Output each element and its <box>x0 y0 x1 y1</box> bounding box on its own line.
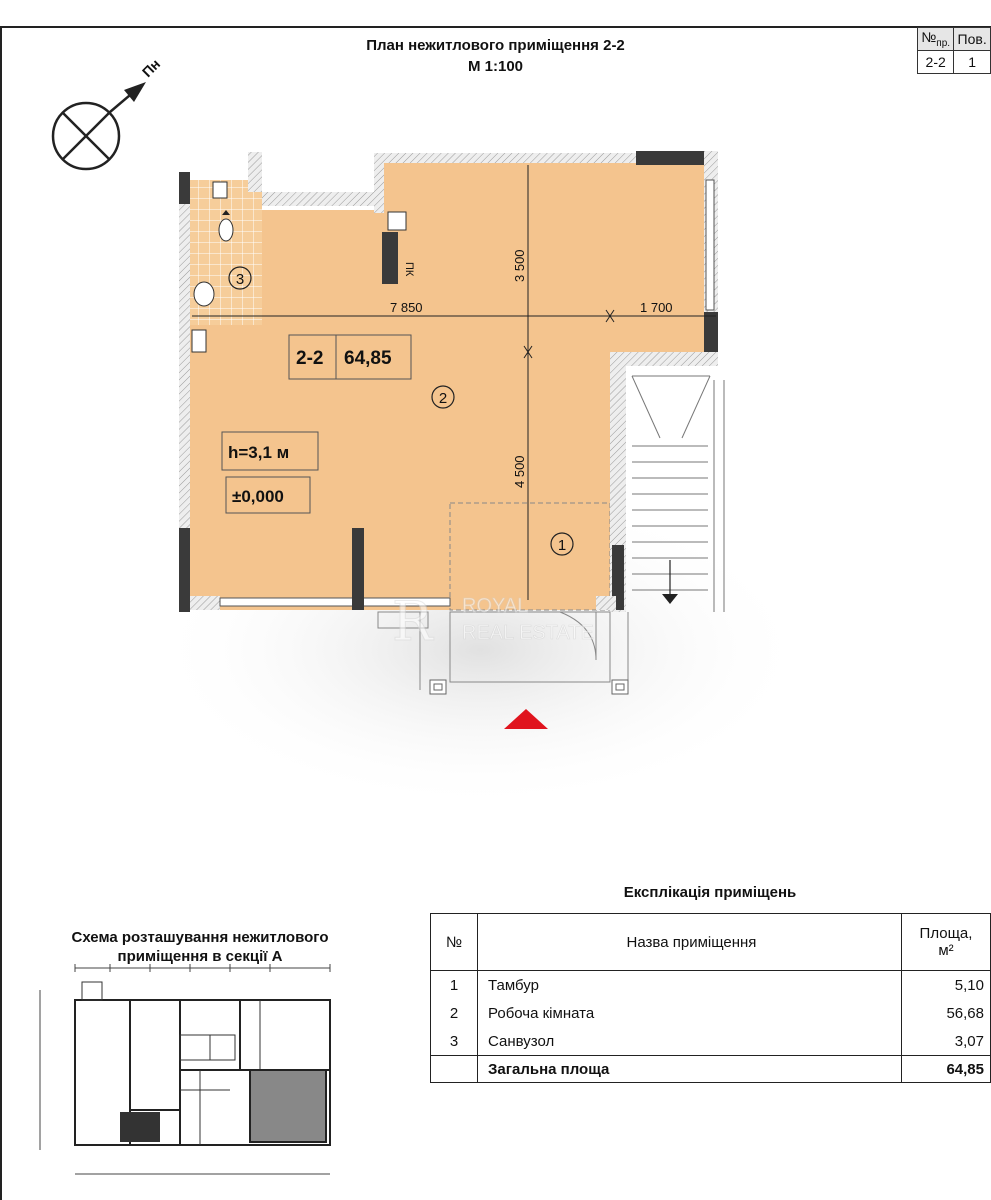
row-name: Санвузол <box>478 1027 902 1056</box>
wall-upper-left <box>262 192 376 206</box>
cistern-icon <box>213 182 227 198</box>
dim-upper: 3 500 <box>512 249 527 282</box>
plan-scale: М 1:100 <box>467 58 524 75</box>
floor-level: ±0,000 <box>232 487 284 506</box>
boiler-top-icon <box>388 212 406 230</box>
dim-lower: 4 500 <box>512 455 527 488</box>
room-marker-1: 1 <box>557 537 567 554</box>
wall-left-dark-bottom <box>179 528 190 612</box>
watermark <box>392 590 434 653</box>
row-no: 3 <box>431 1027 478 1056</box>
row-name: Робоча кімната <box>478 999 902 1027</box>
wall-shaft <box>248 152 262 192</box>
row-no: 1 <box>431 971 478 1000</box>
post-left-icon <box>430 680 446 694</box>
watermark-line1: ROYAL <box>462 595 529 617</box>
explication-header-row <box>431 914 991 971</box>
window-right <box>706 180 714 310</box>
location-scheme <box>30 960 370 1190</box>
ceiling-height: h=3,1 м <box>228 443 290 462</box>
table-row <box>431 999 991 1027</box>
dim-right: 1 700 <box>640 300 673 315</box>
wall-right-dark <box>704 312 718 352</box>
scheme-title: Схема розташування нежитлового приміщення в секції А <box>71 929 329 965</box>
room-1-vestibule <box>450 503 610 610</box>
boiler-icon <box>382 232 398 284</box>
wall-top <box>376 153 638 163</box>
scheme-details <box>82 982 260 1145</box>
stamp-floor-header: Пов. <box>954 28 991 51</box>
watermark-line2: REAL ESTATE <box>462 622 594 644</box>
explication-title: Експлікація приміщень <box>623 884 797 901</box>
room-2-upper <box>384 163 704 353</box>
dim-width: 7 850 <box>390 300 423 315</box>
total-row <box>431 1056 991 1083</box>
room-marker-3: 3 <box>235 271 245 288</box>
total-area: 64,85 <box>902 1056 991 1083</box>
header-no: № <box>431 914 478 971</box>
toilet-icon <box>219 219 233 241</box>
compass-icon <box>53 82 146 169</box>
cabinet-icon <box>192 330 206 352</box>
header-name: Назва приміщення <box>478 914 902 971</box>
row-no: 2 <box>431 999 478 1027</box>
wall-left-dark-top <box>179 172 190 204</box>
watermark-logo: R <box>392 590 433 653</box>
total-label: Загальна площа <box>478 1056 902 1083</box>
unit-id: 2-2 <box>296 348 324 369</box>
row-area: 5,10 <box>902 971 991 1000</box>
wall-step <box>610 352 718 366</box>
row-area: 56,68 <box>902 999 991 1027</box>
stamp-no-header: $№_{пр.}$ <box>918 28 954 51</box>
header-area: Площа, м² <box>902 914 991 971</box>
row-name: Тамбур <box>478 971 902 1000</box>
stamp-no-value: 2-2 <box>918 51 954 74</box>
column <box>352 528 364 610</box>
table-row <box>431 971 991 1000</box>
scheme-highlight <box>250 1070 326 1142</box>
explication-table <box>430 913 991 1083</box>
table-row <box>431 1027 991 1056</box>
room-marker-2: 2 <box>438 390 448 407</box>
wall-bottom-left <box>190 596 220 610</box>
unit-area: 64,85 <box>344 348 392 369</box>
row-area: 3,07 <box>902 1027 991 1056</box>
post-right-icon <box>612 680 628 694</box>
stamp-floor-value: 1 <box>954 51 991 74</box>
sink-icon <box>194 282 214 306</box>
scheme-stair <box>120 1112 160 1142</box>
compass-label: Пн <box>138 55 164 81</box>
plan-title: План нежитлового приміщення 2-2 <box>366 37 625 54</box>
equipment-label: ПК <box>403 262 415 277</box>
wall-bottom-right <box>596 596 616 610</box>
